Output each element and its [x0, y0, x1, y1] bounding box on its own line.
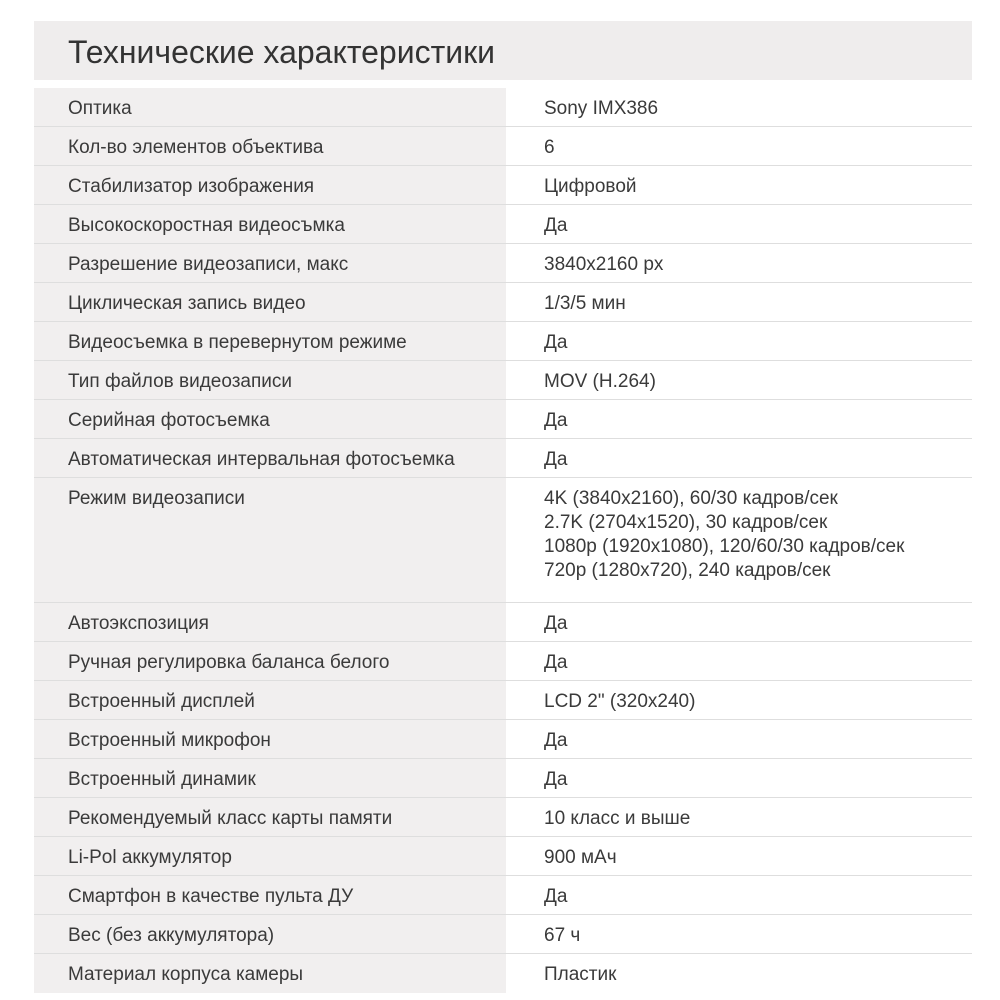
specs-table — [34, 88, 972, 993]
spec-value — [506, 798, 972, 836]
spec-value — [506, 127, 972, 165]
spec-value-line: Цифровой — [544, 176, 637, 197]
spec-name: Режим видеозаписи — [34, 478, 506, 602]
spec-row — [34, 681, 972, 720]
spec-name: Кол-во элементов объектива — [34, 127, 506, 165]
spec-value — [506, 954, 972, 993]
spec-value-line: 10 класс и выше — [544, 808, 691, 829]
spec-name: Встроенный микрофон — [34, 720, 506, 758]
spec-value-line: 900 мАч — [544, 847, 617, 868]
spec-name: Li-Pol аккумулятор — [34, 837, 506, 875]
spec-row — [34, 876, 972, 915]
spec-value-line: Да — [544, 215, 568, 236]
spec-row — [34, 439, 972, 478]
spec-value-line: 1/3/5 мин — [544, 293, 626, 314]
spec-value — [506, 603, 972, 641]
spec-row — [34, 720, 972, 759]
spec-value-line: Пластик — [544, 964, 617, 985]
spec-row — [34, 166, 972, 205]
spec-value — [506, 400, 972, 438]
spec-value — [506, 88, 972, 126]
spec-name: Стабилизатор изображения — [34, 166, 506, 204]
spec-value-line: Да — [544, 613, 568, 634]
spec-row — [34, 361, 972, 400]
spec-value-line: 2.7K (2704x1520), 30 кадров/сек — [544, 512, 828, 533]
spec-name: Серийная фотосъемка — [34, 400, 506, 438]
spec-name: Автоматическая интервальная фотосъемка — [34, 439, 506, 477]
spec-value-line: Да — [544, 652, 568, 673]
spec-value-line: LCD 2" (320x240) — [544, 691, 696, 712]
spec-value — [506, 681, 972, 719]
spec-value-line: Да — [544, 730, 568, 751]
spec-value — [506, 205, 972, 243]
spec-value-line: Да — [544, 332, 568, 353]
spec-row — [34, 954, 972, 993]
spec-row — [34, 798, 972, 837]
spec-value — [506, 166, 972, 204]
spec-value-line: Да — [544, 886, 568, 907]
spec-row — [34, 244, 972, 283]
page-title: Технические характеристики — [68, 34, 495, 70]
spec-name: Автоэкспозиция — [34, 603, 506, 641]
spec-row — [34, 915, 972, 954]
spec-row — [34, 603, 972, 642]
spec-value — [506, 361, 972, 399]
spec-row — [34, 322, 972, 361]
spec-row — [34, 642, 972, 681]
spec-name: Рекомендуемый класс карты памяти — [34, 798, 506, 836]
spec-value — [506, 283, 972, 321]
spec-value-line: 6 — [544, 137, 555, 158]
spec-value-line: 4K (3840x2160), 60/30 кадров/сек — [544, 488, 838, 509]
spec-row — [34, 205, 972, 244]
spec-value-line: Sony IMX386 — [544, 98, 659, 119]
spec-name: Разрешение видеозаписи, макс — [34, 244, 506, 282]
spec-value — [506, 244, 972, 282]
spec-name: Циклическая запись видео — [34, 283, 506, 321]
spec-value — [506, 837, 972, 875]
specs-header — [34, 21, 972, 80]
spec-name: Материал корпуса камеры — [34, 954, 506, 993]
spec-row — [34, 759, 972, 798]
spec-value — [506, 720, 972, 758]
spec-row — [34, 127, 972, 166]
spec-value-line: 720p (1280x720), 240 кадров/сек — [544, 560, 831, 581]
spec-value — [506, 478, 972, 602]
spec-name: Ручная регулировка баланса белого — [34, 642, 506, 680]
spec-value-line: 1080p (1920x1080), 120/60/30 кадров/сек — [544, 536, 905, 557]
spec-value-line: Да — [544, 449, 568, 470]
spec-name: Встроенный дисплей — [34, 681, 506, 719]
spec-name: Видеосъемка в перевернутом режиме — [34, 322, 506, 360]
spec-row — [34, 478, 972, 603]
spec-value — [506, 322, 972, 360]
spec-name: Встроенный динамик — [34, 759, 506, 797]
spec-value — [506, 439, 972, 477]
spec-value-line: 3840x2160 px — [544, 254, 664, 275]
spec-row — [34, 88, 972, 127]
spec-value — [506, 759, 972, 797]
spec-value-line: MOV (H.264) — [544, 371, 656, 392]
spec-name: Смартфон в качестве пульта ДУ — [34, 876, 506, 914]
spec-row — [34, 837, 972, 876]
spec-name: Вес (без аккумулятора) — [34, 915, 506, 953]
spec-row — [34, 400, 972, 439]
spec-value-line: 67 ч — [544, 925, 581, 946]
spec-name: Оптика — [34, 88, 506, 126]
spec-value-line: Да — [544, 769, 568, 790]
spec-value-line: Да — [544, 410, 568, 431]
spec-name: Высокоскоростная видеосъмка — [34, 205, 506, 243]
spec-value — [506, 876, 972, 914]
spec-value — [506, 642, 972, 680]
spec-row — [34, 283, 972, 322]
spec-value — [506, 915, 972, 953]
spec-name: Тип файлов видеозаписи — [34, 361, 506, 399]
